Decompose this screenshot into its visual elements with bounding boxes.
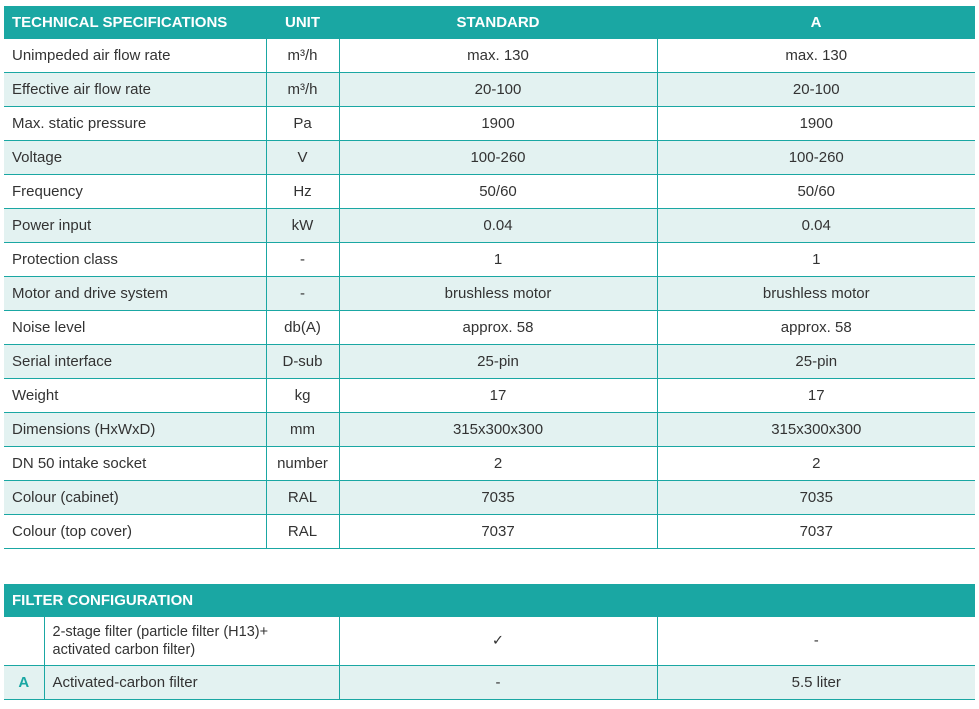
filter-description: Activated-carbon filter (44, 666, 339, 700)
spec-name: Motor and drive system (4, 277, 266, 311)
spec-row-effective-air-flow (4, 73, 975, 107)
spec-unit: m³/h (266, 73, 339, 107)
spec-a: 0.04 (657, 209, 975, 243)
spec-standard: 17 (339, 379, 657, 413)
spec-name: Unimpeded air flow rate (4, 39, 266, 73)
spec-row-dimensions (4, 413, 975, 447)
spec-a: 1900 (657, 107, 975, 141)
spec-unit: D-sub (266, 345, 339, 379)
filter-description-line2: activated carbon filter) (52, 642, 196, 658)
spec-name: Protection class (4, 243, 266, 277)
spec-unit: - (266, 277, 339, 311)
spec-a: 1 (657, 243, 975, 277)
technical-specifications-table (4, 6, 975, 549)
spec-a: approx. 58 (657, 311, 975, 345)
filter-code: A (4, 666, 44, 700)
filter-standard: - (339, 666, 657, 700)
filter-a: 5.5 liter (657, 666, 975, 700)
spec-row-unimpeded-air-flow (4, 39, 975, 73)
filter-row-activated-carbon (4, 666, 975, 700)
spec-unit: kg (266, 379, 339, 413)
spec-standard: brushless motor (339, 277, 657, 311)
spec-unit: RAL (266, 515, 339, 549)
spec-row-power-input (4, 209, 975, 243)
spec-row-voltage (4, 141, 975, 175)
spec-standard: max. 130 (339, 39, 657, 73)
spec-name: DN 50 intake socket (4, 447, 266, 481)
spec-header-row (4, 6, 975, 39)
spec-unit: mm (266, 413, 339, 447)
filter-configuration-table (4, 584, 975, 700)
spec-a: 50/60 (657, 175, 975, 209)
filter-description-line1: 2-stage filter (particle filter (H13)+ (52, 624, 269, 640)
spec-standard: 1900 (339, 107, 657, 141)
spec-row-frequency (4, 175, 975, 209)
spec-standard: 50/60 (339, 175, 657, 209)
spec-name: Max. static pressure (4, 107, 266, 141)
spec-standard: 315x300x300 (339, 413, 657, 447)
filter-a: - (657, 617, 975, 666)
spec-row-motor-drive (4, 277, 975, 311)
spec-a: 7035 (657, 481, 975, 515)
spec-name: Colour (top cover) (4, 515, 266, 549)
spec-row-noise-level (4, 311, 975, 345)
spec-a: max. 130 (657, 39, 975, 73)
spec-standard: 1 (339, 243, 657, 277)
header-technical-specifications: TECHNICAL SPECIFICATIONS (4, 6, 266, 39)
spec-a: 100-260 (657, 141, 975, 175)
spec-standard: 100-260 (339, 141, 657, 175)
filter-description (44, 617, 339, 666)
spec-standard: 7037 (339, 515, 657, 549)
spec-row-colour-cabinet (4, 481, 975, 515)
header-standard: STANDARD (339, 6, 657, 39)
filter-header-row (4, 584, 975, 617)
spec-standard: 7035 (339, 481, 657, 515)
spec-name: Power input (4, 209, 266, 243)
spec-unit: Hz (266, 175, 339, 209)
spec-standard: 25-pin (339, 345, 657, 379)
spec-standard: approx. 58 (339, 311, 657, 345)
spec-row-protection-class (4, 243, 975, 277)
spec-row-weight (4, 379, 975, 413)
spec-name: Effective air flow rate (4, 73, 266, 107)
spec-row-serial-interface (4, 345, 975, 379)
header-a: A (657, 6, 975, 39)
spec-unit: number (266, 447, 339, 481)
spec-row-intake-socket (4, 447, 975, 481)
spec-name: Serial interface (4, 345, 266, 379)
spec-a: 7037 (657, 515, 975, 549)
spec-name: Colour (cabinet) (4, 481, 266, 515)
filter-row-two-stage (4, 617, 975, 666)
spec-row-colour-top-cover (4, 515, 975, 549)
header-filter-configuration: FILTER CONFIGURATION (4, 584, 975, 617)
spec-a: 25-pin (657, 345, 975, 379)
spec-unit: db(A) (266, 311, 339, 345)
spec-name: Voltage (4, 141, 266, 175)
spec-standard: 0.04 (339, 209, 657, 243)
spec-name: Frequency (4, 175, 266, 209)
spec-unit: kW (266, 209, 339, 243)
spec-unit: - (266, 243, 339, 277)
spec-name: Weight (4, 379, 266, 413)
checkmark-icon: ✓ (339, 617, 657, 666)
spec-name: Dimensions (HxWxD) (4, 413, 266, 447)
spec-row-static-pressure (4, 107, 975, 141)
filter-code (4, 617, 44, 666)
spec-unit: m³/h (266, 39, 339, 73)
spec-a: 315x300x300 (657, 413, 975, 447)
spec-unit: RAL (266, 481, 339, 515)
spec-unit: Pa (266, 107, 339, 141)
spec-a: 20-100 (657, 73, 975, 107)
spec-a: brushless motor (657, 277, 975, 311)
header-unit: UNIT (266, 6, 339, 39)
spec-unit: V (266, 141, 339, 175)
spec-name: Noise level (4, 311, 266, 345)
spec-standard: 20-100 (339, 73, 657, 107)
spec-standard: 2 (339, 447, 657, 481)
spec-a: 17 (657, 379, 975, 413)
spec-a: 2 (657, 447, 975, 481)
